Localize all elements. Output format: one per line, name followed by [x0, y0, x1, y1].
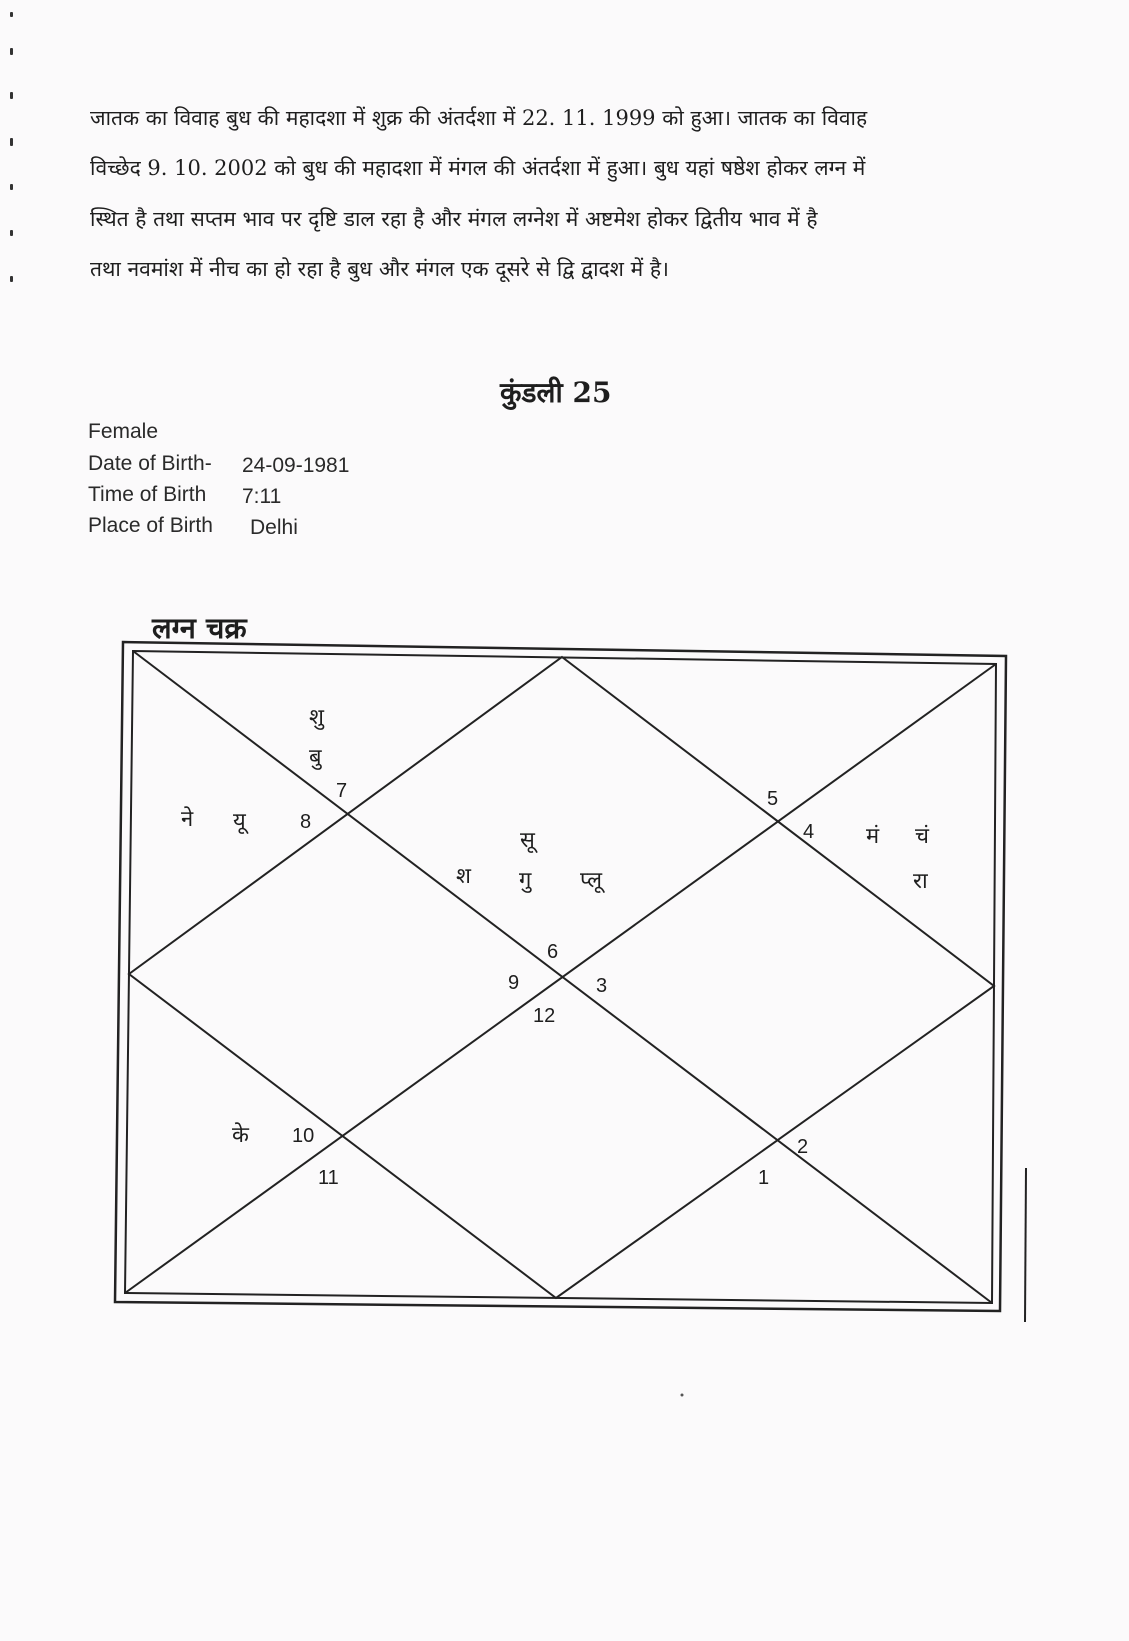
dob-value: 24-09-1981: [242, 454, 350, 477]
house-number: 10: [292, 1125, 315, 1147]
chart-diagonal: [125, 664, 996, 1293]
tob-label: Time of Birth: [88, 483, 207, 506]
tob-value: 7:11: [242, 485, 282, 508]
house-number: 4: [803, 821, 815, 843]
planet-label: यू: [233, 809, 246, 834]
pob-value: Delhi: [250, 516, 298, 539]
house-number: 7: [336, 780, 348, 802]
house-number: 2: [797, 1136, 809, 1158]
scan-speck: [681, 1394, 684, 1397]
chart-title: लग्न चक्र: [152, 611, 247, 645]
dob-label: Date of Birth-: [88, 452, 212, 475]
planet-label: बु: [309, 745, 322, 770]
house-number: 12: [533, 1005, 556, 1027]
planet-label: प्लू: [580, 868, 603, 893]
planet-label: के: [232, 1123, 249, 1148]
paragraph-line: विच्छेद 9. 10. 2002 को बुध की महादशा में मंगल की अंतर्दशा में हुआ। बुध यहां षष्ठेश होकर लग्न में: [90, 156, 866, 180]
house-number: 5: [767, 788, 779, 810]
planet-label: चं: [915, 824, 929, 849]
paragraph-line: स्थित है तथा सप्तम भाव पर दृष्टि डाल रहा है और मंगल लग्नेश में अष्टमेश होकर द्वितीय भाव में है: [90, 207, 818, 231]
paragraph-line: तथा नवमांश में नीच का हो रहा है बुध और मंगल एक दूसरे से द्वि द्वादश में है।: [90, 257, 669, 281]
house-number: 6: [547, 941, 559, 963]
house-number: 9: [508, 972, 520, 994]
house-number: 1: [758, 1167, 770, 1189]
planet-label: मं: [866, 824, 880, 849]
planet-label: श: [456, 864, 471, 889]
page-title: कुंडली 25: [500, 376, 612, 409]
planet-label: शु: [309, 705, 324, 730]
house-number: 8: [300, 811, 312, 833]
planet-label: ने: [181, 807, 194, 832]
planet-label: रा: [913, 869, 928, 894]
house-number: 11: [318, 1167, 339, 1189]
planet-label: सू: [520, 828, 535, 853]
gender-text: Female: [88, 420, 159, 443]
chart-inner-frame: [125, 651, 996, 1303]
planet-label: गु: [519, 868, 532, 893]
house-number: 3: [596, 975, 608, 997]
paragraph-line: जातक का विवाह बुध की महादशा में शुक्र की अंतर्दशा में 22. 11. 1999 को हुआ। जातक का विवाह: [90, 106, 868, 130]
pob-label: Place of Birth: [88, 514, 213, 537]
margin-rule: [1025, 1168, 1026, 1322]
